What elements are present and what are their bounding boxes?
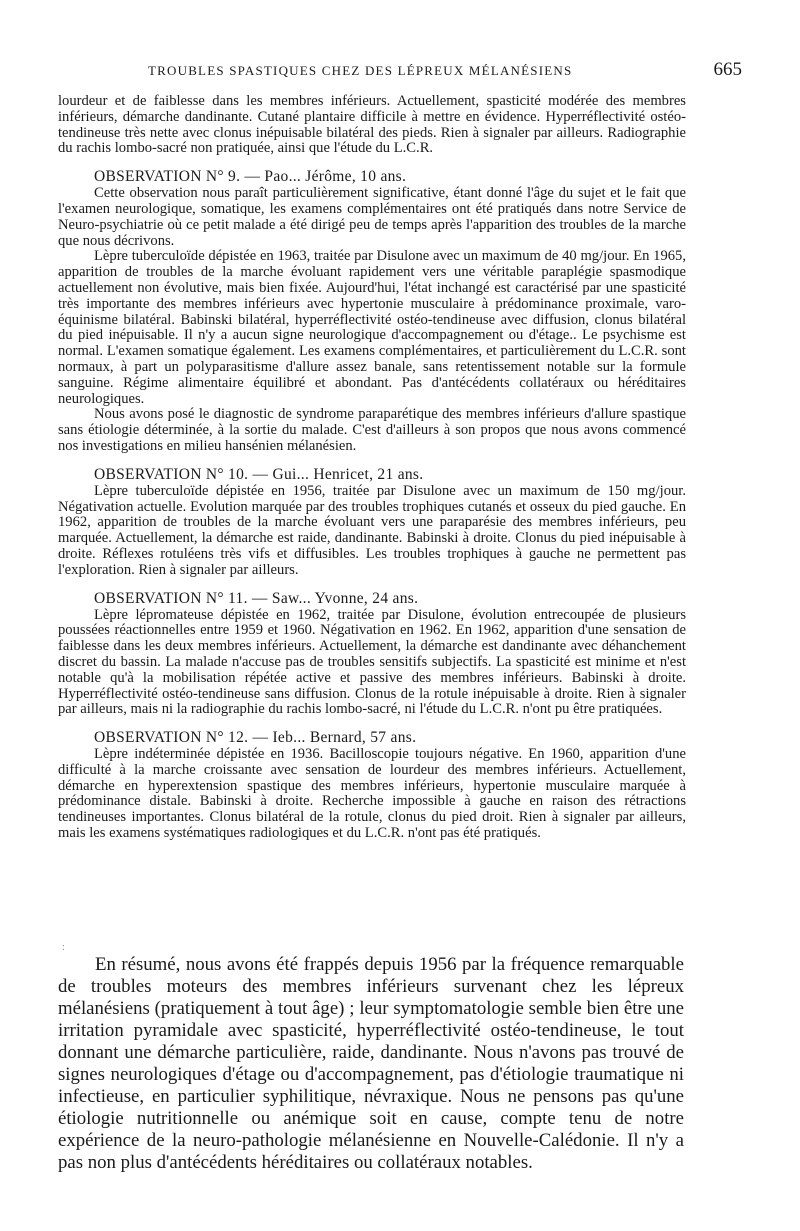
observation-paragraph: Lèpre tuberculoïde dépistée en 1956, traitée par Disulone avec un maximum de 150 mg/jour. Négativation actuelle. Evolution marquée par des troubles trophiques cutanés et osseux du pied gauche. En 1962, apparition de troubles de la marche évoluant vers une paraparésie des membres inférieurs, peu marquée. Actuellement, la démarche est raide, dandinante. Babinski à droite. Clonus du pied inépuisable à droite. Réflexes rotuléens très vifs et diffusibles. Les troubles trophiques à gauche ne permettent pas l'exploration. Rien à signaler par ailleurs. xyxy=(58,482,686,578)
observation-paragraph: Cette observation nous paraît particulièrement significative, étant donné l'âge du sujet et le fait que l'examen neurologique, somatique, les examens complémentaires ont été pratiqués dans notre Service de Neuro-psychiatrie où ce petit malade a été dirigé peu de temps après l'apparition des troubles de la marche que nous décrivons. xyxy=(58,185,686,249)
observation-heading: OBSERVATION N° 12. — Ieb... Bernard, 57 ans. xyxy=(94,729,417,747)
observation-paragraph: Lèpre lépromateuse dépistée en 1962, traitée par Disulone, évolution entrecoupée de plusieurs poussées réactionnelles entre 1959 et 1960. Négativation en 1962. En 1962, apparition d'une sensation de faiblesse dans les deux membres inférieurs. Actuellement, la démarche est dandinante avec déhanchement discret du bassin. La malade n'accuse pas de troubles sensitifs subjectifs. La spasticité est minime et n'est notable qu'à la mobilisation répétée active et passive des membres inférieurs. Babinski à droite. Hyperréflectivité ostéo-tendineuse sans diffusion. Clonus de la rotule inépuisable à droite. Rien à signaler par ailleurs, mais ni la radiographie du rachis lombo-sacré, ni l'étude du L.C.R. n'ont pu être pratiquées. xyxy=(58,606,686,718)
page-header xyxy=(58,60,742,84)
summary-paragraph: En résumé, nous avons été frappés depuis 1956 par la fréquence remarquable de troubles moteurs des membres inférieurs survenant chez les lépreux mélanésiens (pratiquement à tout âge) ; leur symptomatologie semble bien être une irritation pyramidale avec spasticité, hyperréflectivité ostéo-tendineuse, le tout donnant une démarche particulière, raide, dandinante. Nous n'avons pas trouvé de signes neurologiques d'étage ou d'accompagnement, pas d'étiologie traumatique ni infectieuse, en particulier syphilitique, névraxique. Nous ne pensons pas qu'une étiologie nutritionnelle ou anémique soit en cause, compte tenu de notre expérience de la neuro-pathologie mélanésienne en Nouvelle-Calédonie. Il n'y a pas non plus d'antécédents héréditaires ou collatéraux notables. xyxy=(58,954,684,1173)
observation-heading: OBSERVATION N° 10. — Gui... Henricet, 21 ans. xyxy=(94,465,424,483)
observation-paragraph: Nous avons posé le diagnostic de syndrome paraparétique des membres inférieurs d'allure spastique sans étiologie déterminée, à la sortie du malade. C'est d'ailleurs à son propos que nous avons commencé nos investigations en milieu hansénien mélanésien. xyxy=(58,406,686,454)
running-title: TROUBLES SPASTIQUES CHEZ DES LÉPREUX MÉLANÉSIENS xyxy=(148,63,573,78)
page-number: 665 xyxy=(713,59,742,80)
stray-mark: : xyxy=(62,942,65,953)
observation-heading: OBSERVATION N° 9. — Pao... Jérôme, 10 ans. xyxy=(94,168,407,186)
observation-paragraph: Lèpre indéterminée dépistée en 1936. Bacilloscopie toujours négative. En 1960, apparition d'une difficulté à la marche croissante avec sensation de lourdeur des membres inférieurs. Actuellement, démarche en hyperextension spastique des membres inférieurs, hypertonie musculaire marquée à prédominance distale. Babinski à droite. Recherche impossible à gauche en raison des rétractions tendineuses importantes. Clonus bilatéral de la rotule, clonus du pied droit. Rien à signaler par ailleurs, mais les examens systématiques radiologiques et du L.C.R. n'ont pas été pratiqués. xyxy=(58,746,686,842)
continuation-paragraph: lourdeur et de faiblesse dans les membres inférieurs. Actuellement, spasticité modérée des membres inférieurs, démarche dandinante. Cutané plantaire difficile à mettre en évidence. Hyperréflectivité ostéo-tendineuse très nette avec clonus inépuisable bilatéral des pieds. Rien à signaler par ailleurs. Radiographie du rachis lombo-sacré non pratiquée, ainsi que l'étude du L.C.R. xyxy=(58,93,686,157)
observations-body xyxy=(58,94,686,842)
observation-heading: OBSERVATION N° 11. — Saw... Yvonne, 24 ans. xyxy=(94,589,419,607)
observation-paragraph: Lèpre tuberculoïde dépistée en 1963, traitée par Disulone avec un maximum de 40 mg/jour. En 1965, apparition de troubles de la marche évoluant rapidement vers une véritable paraplégie spasmodique actuellement non évolutive, mais bien fixée. Aujourd'hui, l'état inchangé est caractérisé par une spasticité très importante des membres inférieurs avec hypertonie musculaire à prédominance proximale, varo-équinisme bilatéral. Babinski bilatéral, hyperréflectivité ostéo-tendineuse avec diffusion, clonus bilatéral du pied inépuisable. Il n'y a aucun signe neurologique d'accompagnement ou d'étage.. Le psychisme est normal. L'examen somatique également. Les examens complémentaires, et particulièrement du L.C.R. sont normaux, à part un polyparasitisme d'allure assez banale, sans retentissement notable sur la formule sanguine. Régime alimentaire équilibré et abondant. Pas d'antécédents collatéraux ou héréditaires neurologiques. xyxy=(58,248,686,407)
